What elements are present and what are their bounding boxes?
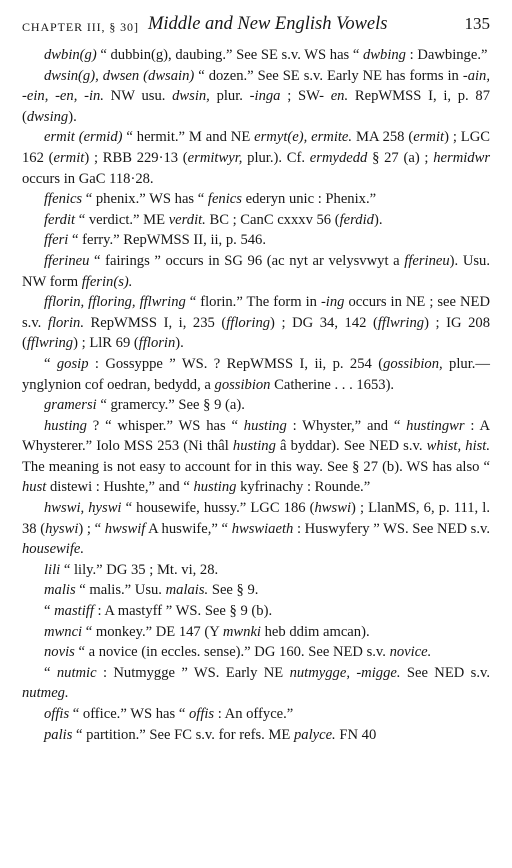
italic-text-run: hyswi bbox=[45, 520, 79, 537]
text-run: ) ; IG 208 ( bbox=[22, 314, 490, 352]
italic-text-run: hustingwr bbox=[406, 417, 465, 434]
text-run: ) ; DG 34, 142 ( bbox=[270, 314, 378, 331]
italic-text-run: fferi bbox=[44, 232, 69, 249]
italic-text-run: fenics bbox=[207, 191, 242, 208]
text-run: ). bbox=[373, 211, 383, 228]
glossary-entries bbox=[22, 45, 490, 745]
italic-text-run: ermitwyr, bbox=[187, 149, 243, 166]
italic-text-run: palyce. bbox=[293, 726, 336, 743]
italic-text-run: nutmeg. bbox=[22, 685, 69, 702]
italic-text-run: fflorin bbox=[138, 335, 176, 352]
text-run: : Dawbinge.” bbox=[405, 47, 488, 63]
text-run: “ partition.” See FC s.v. for refs. ME bbox=[72, 726, 294, 743]
text-run: BC ; CanC cxxxv 56 ( bbox=[205, 211, 340, 228]
italic-text-run: palis bbox=[44, 726, 73, 743]
page-number: 135 bbox=[464, 14, 490, 33]
glossary-entry bbox=[22, 354, 490, 395]
text-run: § 27 (a) ; bbox=[367, 149, 434, 166]
glossary-entry bbox=[22, 663, 490, 704]
text-run: “ fairings ” occurs in SG 96 (ac nyt ar velysvwyt a bbox=[89, 252, 405, 269]
text-run: heb ddim amcan). bbox=[260, 623, 370, 640]
italic-text-run: mwnci bbox=[44, 623, 83, 640]
chapter-reference: CHAPTER III, § 30] bbox=[22, 20, 139, 34]
italic-text-run: dwsin(g), dwsen (dwsain) bbox=[44, 67, 195, 84]
italic-text-run: gossibion, bbox=[383, 355, 443, 372]
italic-text-run: housewife. bbox=[22, 541, 85, 558]
italic-text-run: verdit. bbox=[168, 211, 206, 228]
text-run: : Huswyfery ” WS. See NED s.v. bbox=[293, 520, 490, 537]
text-run: : A Whysterer.” Iolo MSS 253 (Ni thâl bbox=[22, 417, 490, 455]
glossary-entry bbox=[22, 292, 490, 354]
italic-text-run: ffenics bbox=[44, 191, 83, 208]
italic-text-run: ermydedd bbox=[309, 149, 368, 166]
italic-text-run: fferineu bbox=[44, 252, 90, 269]
glossary-entry bbox=[22, 230, 490, 251]
italic-text-run: gramersi bbox=[44, 397, 97, 414]
text-run: ) ; LlR 69 ( bbox=[73, 335, 139, 352]
text-run: FN 40 bbox=[335, 726, 377, 743]
text-run: “ monkey.” DE 147 (Y bbox=[82, 623, 223, 640]
text-run: plur. bbox=[209, 88, 250, 105]
text-run: “ florin.” The form in bbox=[185, 294, 321, 311]
italic-text-run: lili bbox=[44, 561, 61, 578]
italic-text-run: hwswiaeth bbox=[231, 520, 294, 537]
italic-text-run: novis bbox=[44, 644, 75, 661]
italic-text-run: ferdit bbox=[44, 211, 76, 228]
glossary-entry bbox=[22, 45, 490, 66]
italic-text-run: fflwring bbox=[26, 335, 74, 352]
italic-text-run: husting bbox=[232, 438, 276, 455]
italic-text-run: husting bbox=[243, 417, 287, 434]
text-run: ). bbox=[68, 108, 77, 125]
italic-text-run: dwsing bbox=[26, 108, 69, 125]
text-run: ; SW- bbox=[280, 88, 331, 105]
text-run: “ gramercy.” See § 9 (a). bbox=[96, 397, 245, 414]
italic-text-run: ermyt(e), ermite. bbox=[254, 129, 353, 146]
italic-text-run: -inga bbox=[249, 88, 281, 105]
glossary-entry bbox=[22, 210, 490, 231]
text-run: “ ferry.” RepWMSS II, ii, p. 546. bbox=[68, 232, 266, 249]
glossary-entry bbox=[22, 642, 490, 663]
text-run: plur.—ynglynion cof oedran, bedydd, a bbox=[22, 355, 491, 393]
glossary-entry bbox=[22, 560, 490, 581]
text-run: “ lily.” DG 35 ; Mt. vi, 28. bbox=[60, 561, 219, 578]
glossary-entry bbox=[22, 251, 490, 292]
glossary-entry bbox=[22, 601, 490, 622]
italic-text-run: malais. bbox=[165, 582, 209, 599]
glossary-entry bbox=[22, 395, 490, 416]
text-run: ederyn unic : Phenix.” bbox=[241, 191, 377, 208]
italic-text-run: florin. bbox=[47, 314, 84, 331]
text-run: “ office.” WS has “ bbox=[69, 706, 189, 722]
text-run: Catherine . . . 1653). bbox=[270, 376, 395, 393]
italic-text-run: hwswi bbox=[314, 500, 351, 517]
text-run: : A mastyff ” WS. See § 9 (b). bbox=[93, 603, 273, 620]
glossary-entry bbox=[22, 580, 490, 601]
text-run: occurs in NE ; see NED s.v. bbox=[22, 294, 490, 331]
italic-text-run: mwnki bbox=[222, 623, 261, 640]
text-run: “ malis.” Usu. bbox=[75, 582, 166, 599]
italic-text-run: gosip bbox=[56, 355, 89, 372]
italic-text-run: ermit bbox=[53, 149, 85, 166]
italic-text-run: hwswif bbox=[104, 520, 146, 537]
text-run: MA 258 ( bbox=[352, 129, 414, 146]
text-run: kyfrinachy : Rounde.” bbox=[236, 479, 371, 496]
text-run: â byddar). See NED s.v. bbox=[275, 438, 427, 455]
italic-text-run: offis bbox=[44, 706, 70, 722]
italic-text-run: nutmygge, -migge. bbox=[289, 664, 401, 681]
text-run: : Gossyppe ” WS. ? RepWMSS I, ii, p. 254 ( bbox=[88, 355, 384, 372]
italic-text-run: gossibion bbox=[214, 376, 271, 393]
text-run: RepWMSS I, i, 235 ( bbox=[83, 314, 227, 331]
text-run: plur.). Cf. bbox=[242, 149, 310, 166]
running-title: Middle and New English Vowels bbox=[148, 14, 388, 34]
glossary-entry bbox=[22, 725, 490, 746]
text-run: ). bbox=[175, 335, 184, 352]
italic-text-run: ermit bbox=[413, 129, 445, 146]
italic-text-run: offis bbox=[188, 706, 215, 722]
italic-text-run: -ain, -ein, -en, -in. bbox=[22, 67, 490, 105]
text-run: “ bbox=[44, 664, 57, 681]
text-run: ) ; LGC 162 ( bbox=[22, 129, 490, 166]
italic-text-run: dwbin(g) bbox=[44, 47, 97, 63]
text-run: See § 9. bbox=[208, 582, 259, 599]
text-run: “ bbox=[44, 355, 57, 372]
text-run: “ dubbin(g), daubing.” See SE s.v. WS has “ bbox=[96, 47, 363, 63]
italic-text-run: ferdid bbox=[339, 211, 374, 228]
text-run: : An offyce.” bbox=[214, 706, 294, 722]
text-run: “ dozen.” See SE s.v. Early NE has forms in bbox=[194, 67, 463, 84]
italic-text-run: mastiff bbox=[54, 603, 94, 620]
italic-text-run: dwsin, bbox=[172, 88, 210, 105]
text-run: “ hermit.” M and NE bbox=[122, 129, 255, 146]
italic-text-run: novice. bbox=[389, 644, 432, 661]
text-run: ). Usu. NW form bbox=[22, 252, 490, 290]
glossary-entry bbox=[22, 704, 490, 725]
text-run: ? “ whisper.” WS has “ bbox=[86, 417, 244, 434]
text-run: RepWMSS I, i, p. 87 ( bbox=[22, 88, 491, 125]
text-run: “ phenix.” WS has “ bbox=[82, 191, 208, 208]
italic-text-run: whist, hist. bbox=[426, 438, 491, 455]
text-run: A huswife,” “ bbox=[145, 520, 232, 537]
text-run: ) ; LlanMS, 6, p. 111, l. 38 ( bbox=[22, 500, 490, 537]
italic-text-run: fflorin, ffloring, fflwring bbox=[44, 294, 186, 311]
italic-text-run: husting bbox=[193, 479, 237, 496]
italic-text-run: ffloring bbox=[226, 314, 271, 331]
text-run: “ bbox=[44, 603, 55, 620]
text-run: ) ; RBB 229·13 ( bbox=[84, 149, 188, 166]
italic-text-run: malis bbox=[44, 582, 76, 599]
text-run: distewi : Hushte,” and “ bbox=[46, 479, 194, 496]
italic-text-run: dwbing bbox=[363, 47, 406, 63]
italic-text-run: husting bbox=[44, 417, 87, 434]
glossary-entry bbox=[22, 66, 490, 128]
text-run: : Nutmygge ” WS. Early NE bbox=[96, 664, 290, 681]
italic-text-run: ermit (ermid) bbox=[44, 129, 123, 146]
glossary-entry bbox=[22, 622, 490, 643]
text-run: : Whyster,” and “ bbox=[286, 417, 407, 434]
italic-text-run: hust bbox=[22, 479, 47, 496]
italic-text-run: fflwring bbox=[377, 314, 425, 331]
text-run: The meaning is not easy to account for in this way. See § 27 (b). WS has also “ bbox=[22, 458, 490, 475]
text-run: “ a novice (in eccles. sense).” DG 160. See NED s.v. bbox=[74, 644, 390, 661]
glossary-entry bbox=[22, 189, 490, 210]
italic-text-run: hwswi, hyswi bbox=[44, 500, 122, 517]
glossary-entry bbox=[22, 498, 490, 560]
italic-text-run: en. bbox=[330, 88, 349, 105]
running-header bbox=[22, 15, 490, 45]
text-run: “ verdict.” ME bbox=[75, 211, 169, 228]
text-run: See NED s.v. bbox=[400, 664, 490, 681]
text-run: “ housewife, hussy.” LGC 186 ( bbox=[121, 500, 315, 517]
italic-text-run: nutmic bbox=[56, 664, 97, 681]
italic-text-run: fferin(s). bbox=[81, 273, 133, 290]
text-run: occurs in GaC 118·28. bbox=[22, 170, 154, 187]
italic-text-run: hermidwr bbox=[433, 149, 491, 166]
italic-text-run: -ing bbox=[320, 294, 345, 311]
text-run: ) ; “ bbox=[78, 520, 105, 537]
glossary-entry bbox=[22, 127, 490, 189]
text-run: NW usu. bbox=[103, 88, 173, 105]
italic-text-run: fferineu bbox=[404, 252, 450, 269]
glossary-entry bbox=[22, 416, 490, 498]
